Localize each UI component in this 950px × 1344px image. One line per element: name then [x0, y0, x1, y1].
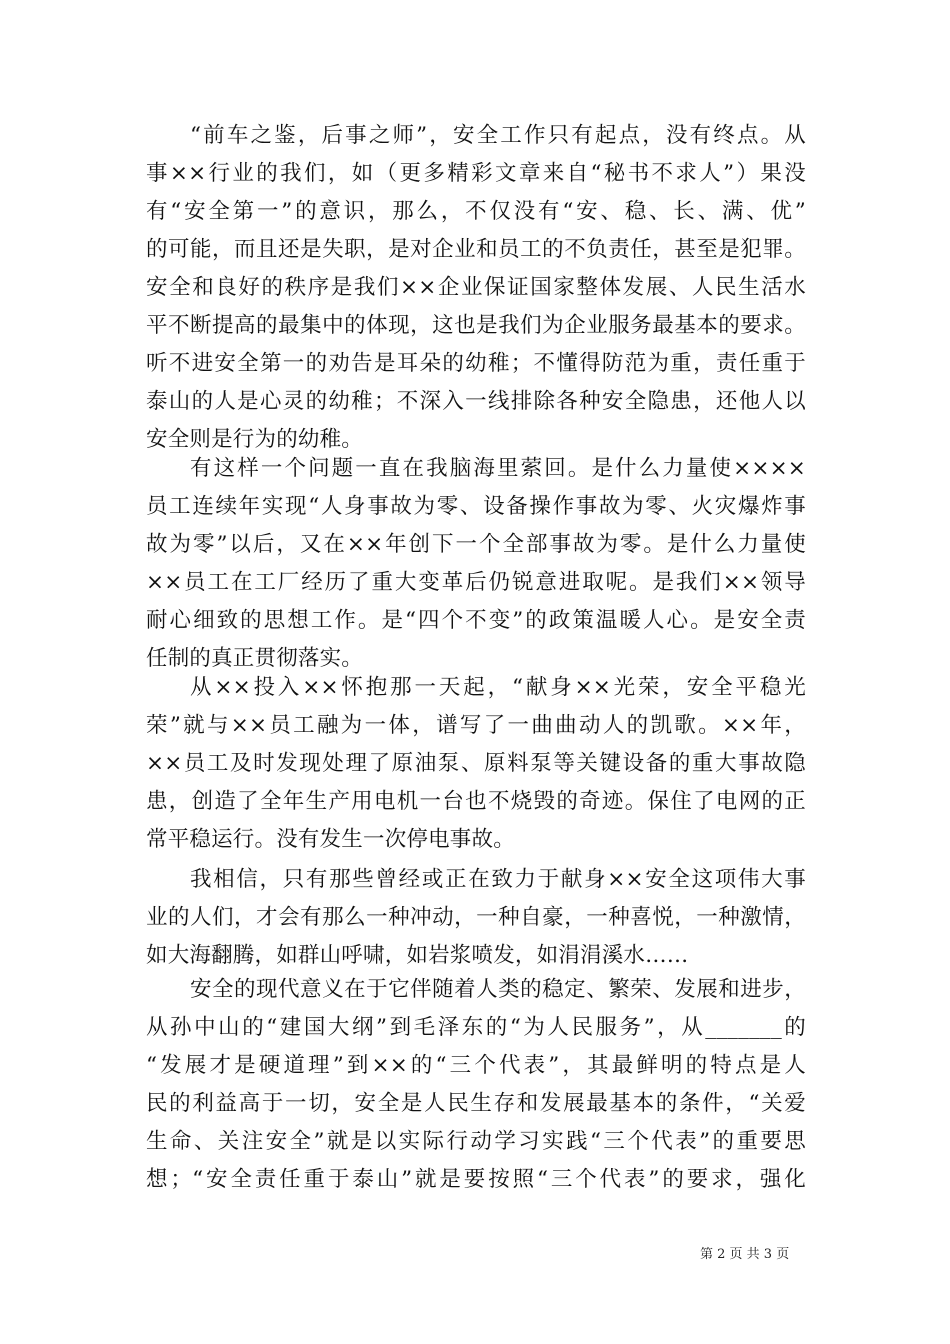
text-line: 荣”就与××员工融为一体，谱写了一曲曲动人的凯歌。××年， [146, 713, 806, 738]
text-line: ××员工在工厂经历了重大变革后仍锐意进取呢。是我们××领导 [146, 570, 806, 595]
text-line: 生命、关注安全”就是以实际行动学习实践“三个代表”的重要思 [146, 1129, 806, 1154]
text-line: 想；“安全责任重于泰山”就是要按照“三个代表”的要求，强化 [146, 1167, 806, 1192]
text-line: 从××投入××怀抱那一天起，“献身××光荣，安全平稳光 [190, 675, 806, 700]
text-line: “前车之鉴，后事之师”，安全工作只有起点，没有终点。从 [190, 123, 806, 148]
text-line: 安全的现代意义在于它伴随着人类的稳定、繁荣、发展和进步， [190, 977, 806, 1002]
text-line: 有这样一个问题一直在我脑海里萦回。是什么力量使×××× [190, 456, 806, 481]
text-line: 如大海翻腾，如群山呼啸，如岩浆喷发，如涓涓溪水…… [146, 943, 689, 968]
text-line: 员工连续年实现“人身事故为零、设备操作事故为零、火灾爆炸事 [146, 494, 806, 519]
page-number-footer: 第 2 页 共 3 页 [700, 1247, 790, 1262]
text-line: 故为零”以后，又在××年创下一个全部事故为零。是什么力量使 [146, 532, 806, 557]
text-line: 任制的真正贯彻落实。 [146, 646, 364, 671]
text-line: “发展才是硬道理”到××的“三个代表”，其最鲜明的特点是人 [146, 1053, 806, 1078]
text-line: 平不断提高的最集中的体现，这也是我们为企业服务最基本的要求。 [146, 313, 806, 338]
text-line: 从孙中山的“建国大纲”到毛泽东的“为人民服务”，从_______的 [146, 1015, 806, 1040]
text-line: 的可能，而且还是失职，是对企业和员工的不负责任，甚至是犯罪。 [146, 237, 806, 262]
text-line: 有“安全第一”的意识，那么，不仅没有“安、稳、长、满、优” [146, 199, 806, 224]
text-line: 听不进安全第一的劝告是耳朵的幼稚；不懂得防范为重，责任重于 [146, 351, 806, 376]
text-line: 患，创造了全年生产用电机一台也不烧毁的奇迹。保住了电网的正 [146, 789, 806, 814]
text-line: ××员工及时发现处理了原油泵、原料泵等关键设备的重大事故隐 [146, 751, 806, 776]
text-line: 民的利益高于一切，安全是人民生存和发展最基本的条件，“关爱 [146, 1091, 806, 1116]
text-line: 常平稳运行。没有发生一次停电事故。 [146, 827, 515, 852]
text-line: 安全和良好的秩序是我们××企业保证国家整体发展、人民生活水 [146, 275, 806, 300]
text-line: 泰山的人是心灵的幼稚；不深入一线排除各种安全隐患，还他人以 [146, 389, 806, 414]
text-line: 业的人们，才会有那么一种冲动，一种自豪，一种喜悦，一种激情， [146, 905, 806, 930]
text-line: 我相信，只有那些曾经或正在致力于献身××安全这项伟大事 [190, 867, 806, 892]
text-line: 安全则是行为的幼稚。 [146, 427, 364, 452]
text-line: 事××行业的我们，如（更多精彩文章来自“秘书不求人”）果没 [146, 161, 806, 186]
text-line: 耐心细致的思想工作。是“四个不变”的政策温暖人心。是安全责 [146, 608, 806, 633]
